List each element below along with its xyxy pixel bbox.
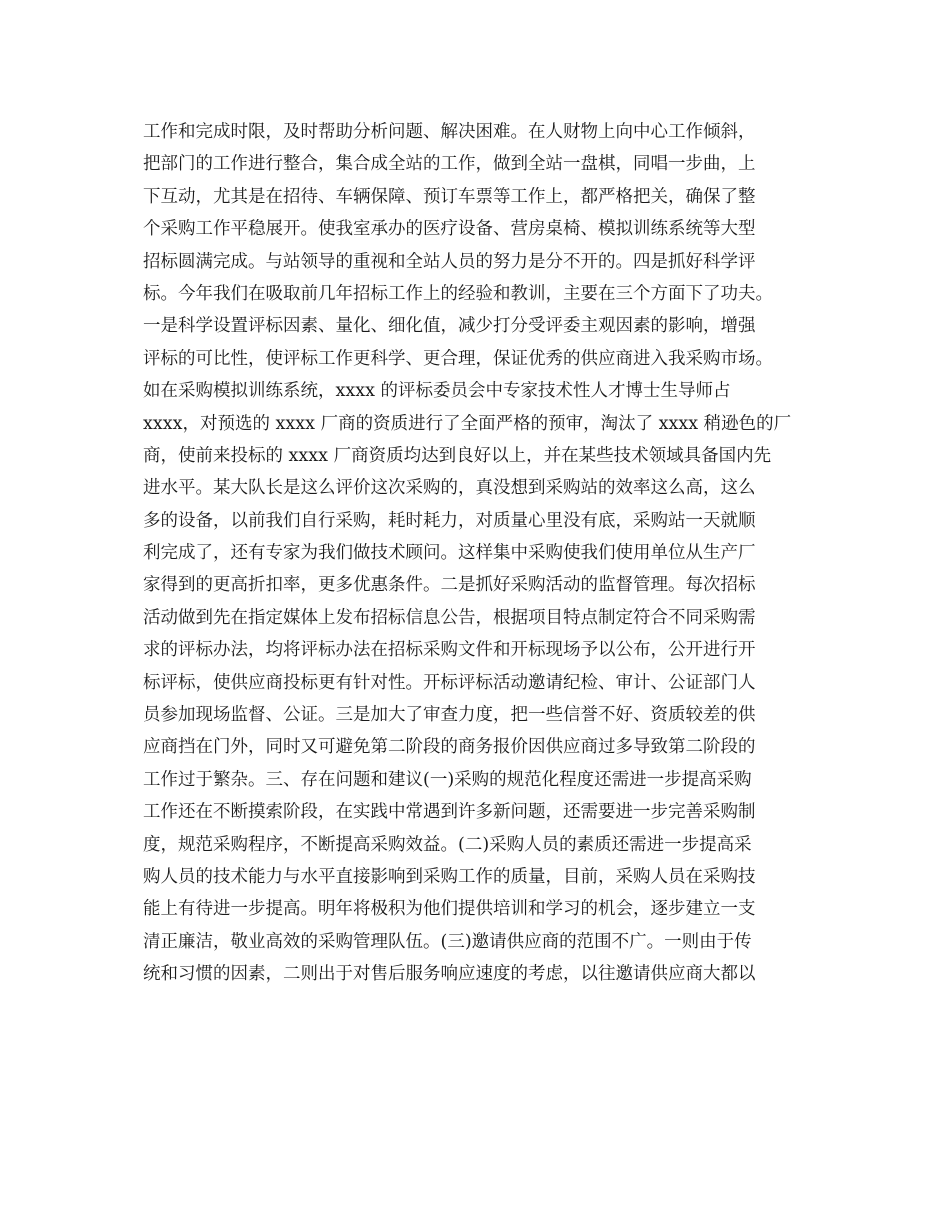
text-line: 进水平。某大队长是这么评价这次采购的，真没想到采购站的效率这么高，这么 — [143, 478, 756, 499]
text-line: 如在采购模拟训练系统，xxxx 的评标委员会中专家技术性人才博士生导师占 — [143, 381, 731, 402]
text-line: 购人员的技术能力与水平直接影响到采购工作的质量，目前，采购人员在采购技 — [143, 866, 756, 887]
text-line: 应商挡在门外，同时又可避免第二阶段的商务报价因供应商过多导致第二阶段的 — [143, 737, 756, 758]
text-line: 活动做到先在指定媒体上发布招标信息公告，根据项目特点制定符合不同采购需 — [143, 607, 756, 628]
text-line: 求的评标办法，均将评标办法在招标采购文件和开标现场予以公布，公开进行开 — [143, 640, 756, 661]
text-line: 统和习惯的因素，二则出于对售后服务响应速度的考虑，以往邀请供应商大都以 — [143, 964, 756, 985]
text-line: 标。今年我们在吸取前几年招标工作上的经验和教训，主要在三个方面下了功夫。 — [143, 283, 773, 304]
text-line: xxxx，对预选的 xxxx 厂商的资质进行了全面严格的预审，淘汰了 xxxx 稍逊色的厂 — [143, 413, 792, 434]
text-line: 家得到的更高折扣率，更多优惠条件。二是抓好采购活动的监督管理。每次招标 — [143, 575, 756, 596]
text-line: 工作过于繁杂。三、存在问题和建议(一)采购的规范化程度还需进一步提高采购 — [143, 769, 752, 790]
text-line: 标评标，使供应商投标更有针对性。开标评标活动邀请纪检、审计、公证部门人 — [143, 672, 756, 693]
text-line: 评标的可比性，使评标工作更科学、更合理，保证优秀的供应商进入我采购市场。 — [143, 348, 773, 369]
text-line: 能上有待进一步提高。明年将极积为他们提供培训和学习的机会，逐步建立一支 — [143, 899, 756, 920]
text-line: 个采购工作平稳展开。使我室承办的医疗设备、营房桌椅、模拟训练系统等大型 — [143, 219, 756, 240]
text-line: 多的设备，以前我们自行采购，耗时耗力，对质量心里没有底，采购站一天就顺 — [143, 510, 756, 531]
text-line: 清正廉洁，敬业高效的采购管理队伍。(三)邀请供应商的范围不广。一则由于传 — [143, 931, 752, 952]
text-line: 员参加现场监督、公证。三是加大了审查力度，把一些信誉不好、资质较差的供 — [143, 705, 756, 726]
body-text — [143, 116, 823, 991]
text-line: 工作还在不断摸索阶段，在实践中常遇到许多新问题，还需要进一步完善采购制 — [143, 802, 756, 823]
text-line: 利完成了，还有专家为我们做技术顾问。这样集中采购使我们使用单位从生产厂 — [143, 543, 756, 564]
text-line: 工作和完成时限，及时帮助分析问题、解决困难。在人财物上向中心工作倾斜， — [143, 122, 756, 142]
text-line: 下互动，尤其是在招待、车辆保障、预订车票等工作上，都严格把关，确保了整 — [143, 186, 756, 207]
text-line: 商，使前来投标的 xxxx 厂商资质均达到良好以上，并在某些技术领域具备国内先 — [143, 445, 772, 466]
text-line: 一是科学设置评标因素、量化、细化值，减少打分受评委主观因素的影响，增强 — [143, 316, 756, 337]
text-line: 招标圆满完成。与站领导的重视和全站人员的努力是分不开的。四是抓好科学评 — [143, 251, 756, 272]
text-line: 把部门的工作进行整合，集合成全站的工作，做到全站一盘棋，同唱一步曲，上 — [143, 154, 756, 175]
text-line: 度，规范采购程序，不断提高采购效益。(二)采购人员的素质还需进一步提高采 — [143, 834, 752, 855]
